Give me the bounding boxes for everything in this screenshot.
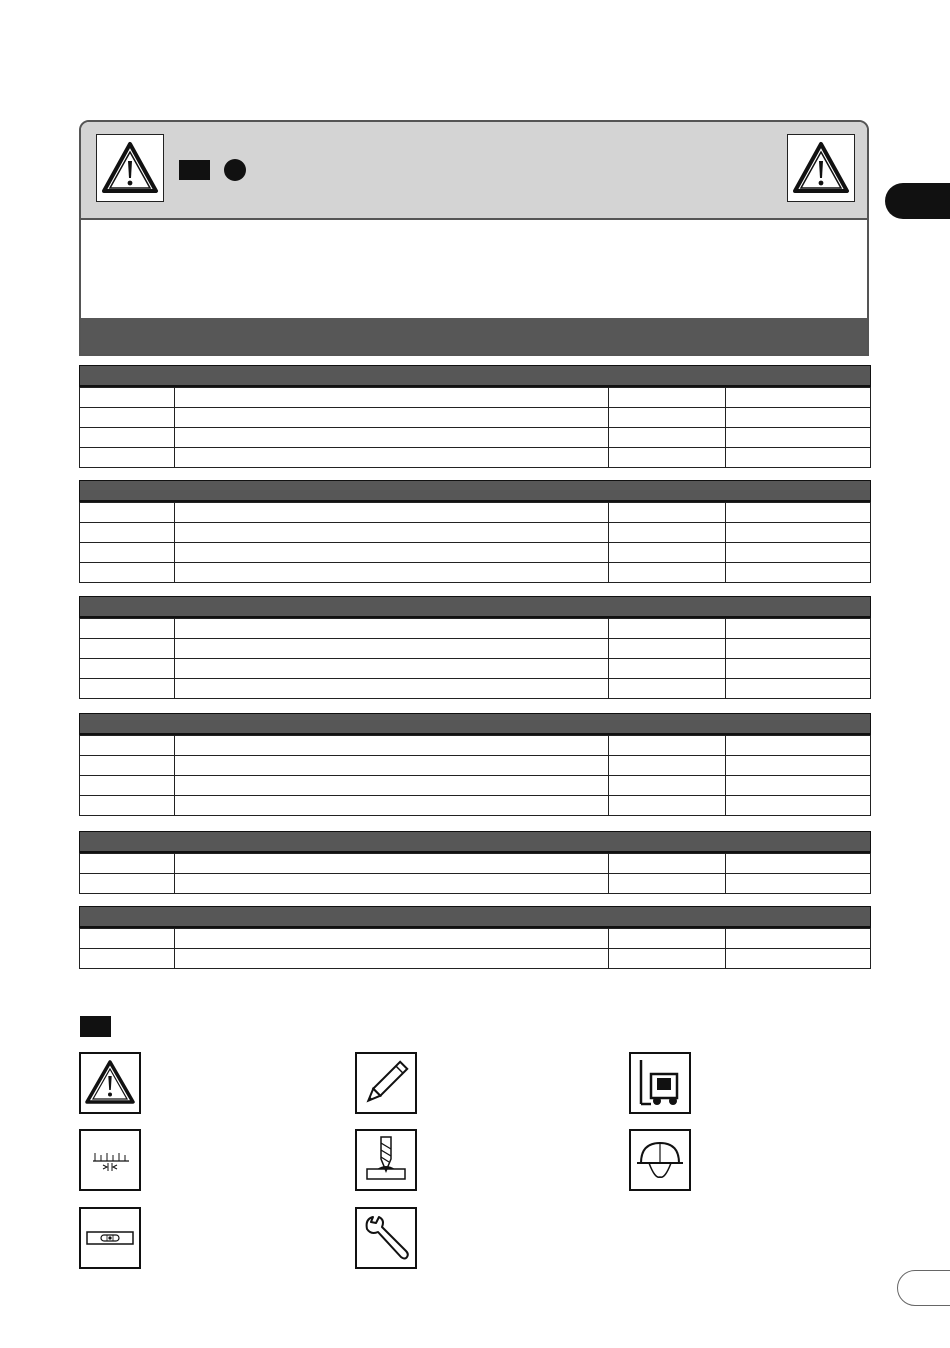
section-header-bar (79, 831, 871, 853)
table-row (80, 503, 871, 523)
drill-icon (355, 1129, 417, 1191)
table-row (80, 428, 871, 448)
table-row (80, 388, 871, 408)
warning-triangle-icon (96, 134, 164, 202)
section-header-bar (79, 596, 871, 618)
spec-section-5 (79, 831, 871, 894)
spec-section-4 (79, 713, 871, 816)
table-row (80, 949, 871, 969)
section-header-bar (79, 480, 871, 502)
table-row (80, 874, 871, 894)
legend-language-marker (80, 1016, 111, 1037)
table-row (80, 679, 871, 699)
spec-section-2 (79, 480, 871, 583)
spec-table (79, 735, 871, 816)
spirit-level-icon (79, 1207, 141, 1269)
spec-table (79, 618, 871, 699)
section-header-bar (79, 713, 871, 735)
safety-header-panel (79, 120, 869, 356)
table-row (80, 796, 871, 816)
header-top-band (81, 122, 867, 218)
table-row (80, 756, 871, 776)
table-row (80, 563, 871, 583)
table-row (80, 448, 871, 468)
spec-table (79, 928, 871, 969)
table-row (80, 659, 871, 679)
header-dark-bar (81, 318, 867, 354)
spec-table (79, 502, 871, 583)
forklift-icon (629, 1052, 691, 1114)
spec-section-1 (79, 365, 871, 468)
spec-section-3 (79, 596, 871, 699)
table-row (80, 543, 871, 563)
table-row (80, 523, 871, 543)
table-row (80, 854, 871, 874)
table-row (80, 736, 871, 756)
warning-icon (79, 1052, 141, 1114)
table-row (80, 408, 871, 428)
wrench-icon (355, 1207, 417, 1269)
language-tab (885, 183, 950, 219)
spec-section-6 (79, 906, 871, 969)
hard-hat-icon (629, 1129, 691, 1191)
measure-tolerance-icon (79, 1129, 141, 1191)
header-text-area (81, 218, 867, 324)
table-row (80, 929, 871, 949)
section-header-bar (79, 906, 871, 928)
page-number-tab (897, 1270, 950, 1306)
table-row (80, 776, 871, 796)
table-row (80, 619, 871, 639)
warning-triangle-icon (787, 134, 855, 202)
spec-table (79, 387, 871, 468)
spec-table (79, 853, 871, 894)
language-square-marker (179, 160, 210, 180)
section-header-bar (79, 365, 871, 387)
pencil-icon (355, 1052, 417, 1114)
language-dot-marker (224, 159, 246, 181)
table-row (80, 639, 871, 659)
